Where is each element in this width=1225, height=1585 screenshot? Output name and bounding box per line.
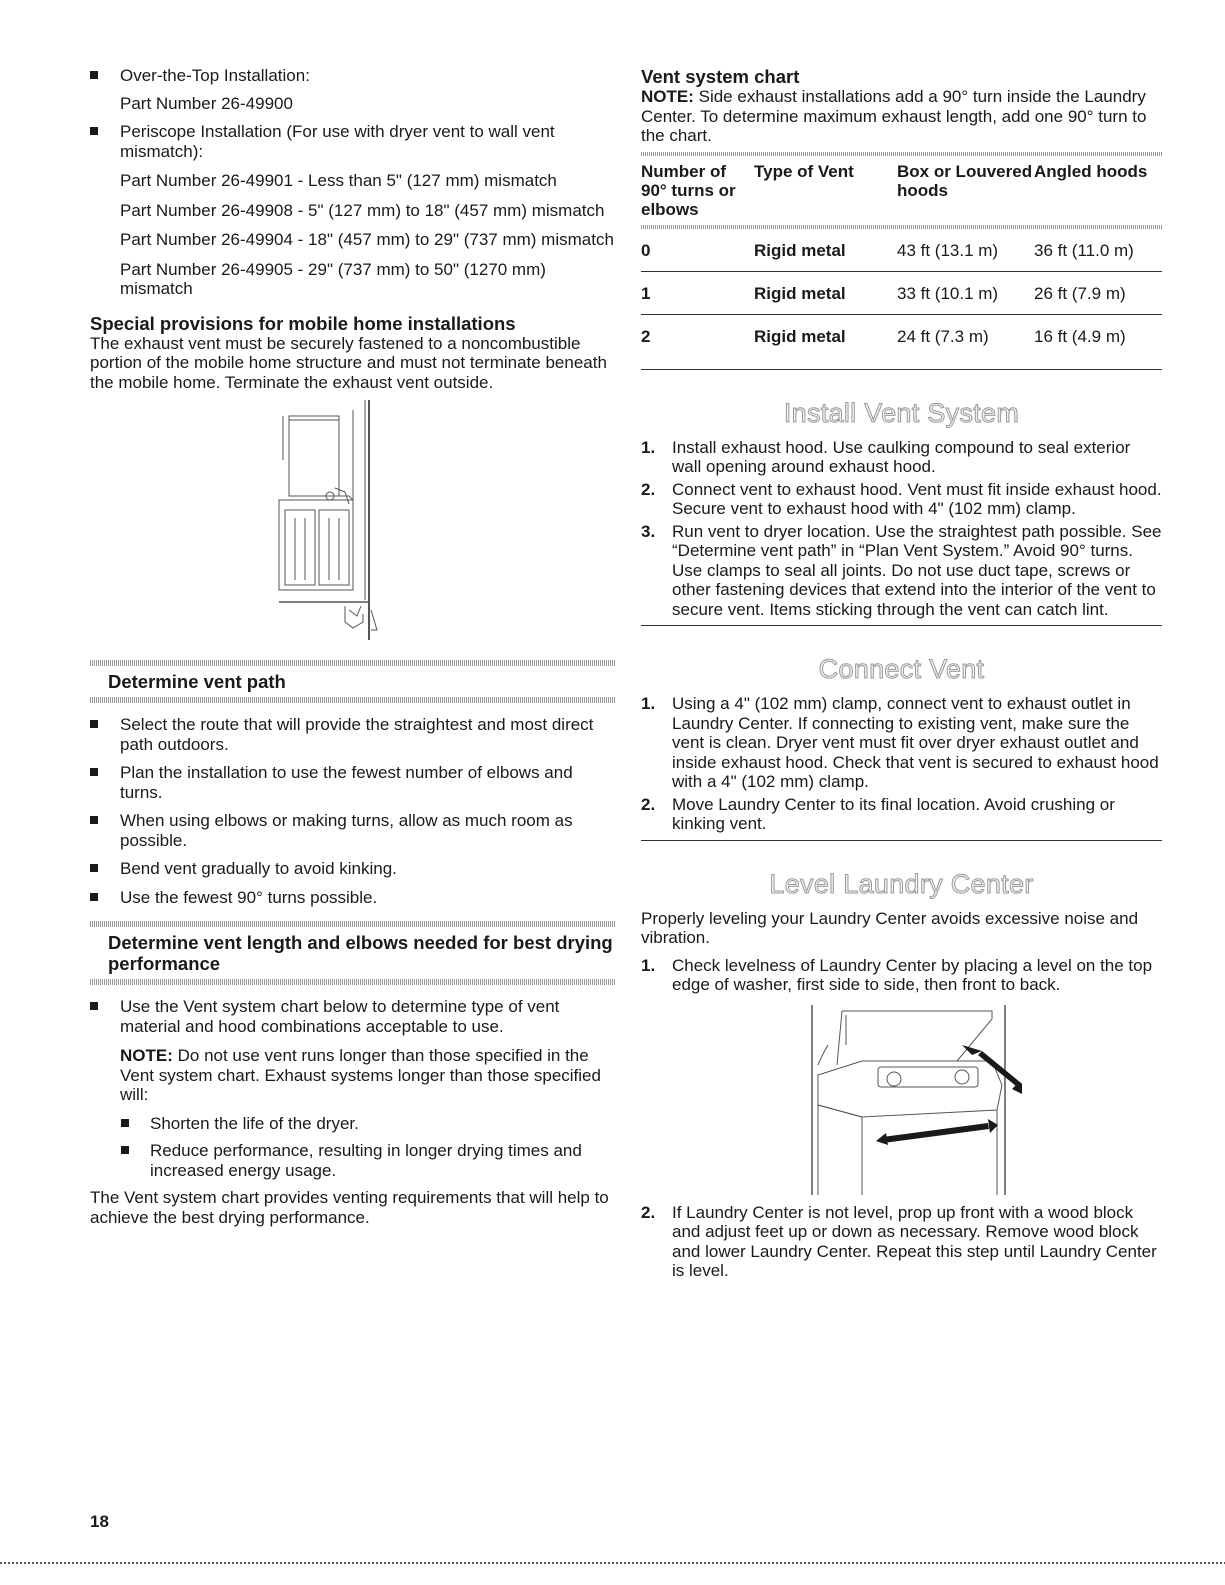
- bottom-divider: [0, 1562, 1225, 1564]
- list-item: [90, 811, 615, 850]
- list-item-text: Select the route that will provide the straightest and most direct path outdoors.: [120, 715, 594, 754]
- closing-paragraph: The Vent system chart provides venting requirements that will help to achieve the best drying performance.: [90, 1188, 609, 1227]
- install-vent-title: Install Vent System: [783, 397, 1020, 428]
- step-text: Install exhaust hood. Use caulking compound to seal exterior wall opening around exhaust hood.: [672, 437, 1131, 476]
- note-text: Side exhaust installations add a 90° turn inside the Laundry Center. To determine maximum exhaust length, add one 90° turn to the chart.: [641, 87, 1147, 145]
- note-label: NOTE:: [120, 1046, 173, 1065]
- bullet-item: [90, 122, 615, 299]
- list-item: 3. Run vent to dryer location. Use the straightest path possible. See “Determine vent path” in “Plan Vent System.” Avoid 90° turns. Use clamps to seal all joints. Do not use duct tape, screws or other fastening devices that extend into the interior of the vent to secure vent. Items sticking through the vent can catch lint.: [641, 521, 1162, 619]
- bullet-square-icon: [90, 71, 98, 79]
- connect-steps: [641, 694, 1162, 834]
- vent-length-heading: Determine vent length and elbows needed for best drying performance: [108, 932, 613, 974]
- bullet-text: Over-the-Top Installation:: [120, 66, 310, 85]
- table-cell: 1: [641, 283, 651, 303]
- table-cell: 26 ft (7.9 m): [1034, 283, 1126, 303]
- bullet-square-icon: [121, 1119, 129, 1127]
- table-cell: 0: [641, 240, 651, 260]
- table-cell: 2: [641, 326, 651, 346]
- table-cell: 24 ft (7.3 m): [897, 326, 989, 346]
- vent-system-table: [641, 162, 1162, 357]
- list-item-text: Reduce performance, resulting in longer drying times and increased energy usage.: [150, 1141, 582, 1180]
- table-cell: 16 ft (4.9 m): [1034, 326, 1126, 346]
- bullet-square-icon: [90, 1002, 98, 1010]
- part-number: Part Number 26-49905 - 29" (737 mm) to 50" (1270 mm) mismatch: [120, 259, 546, 298]
- bullet-square-icon: [90, 720, 98, 728]
- list-item-text: Use the fewest 90° turns possible.: [120, 887, 378, 907]
- mobile-home-heading: Special provisions for mobile home installations: [90, 312, 516, 334]
- bullet-square-icon: [90, 768, 98, 776]
- level-laundry-title: Level Laundry Center: [769, 868, 1034, 899]
- list-item-text: Plan the installation to use the fewest number of elbows and turns.: [120, 763, 573, 802]
- divider: [641, 152, 1162, 156]
- bullet-square-icon: [90, 893, 98, 901]
- list-item: 2. Move Laundry Center to its final location. Avoid crushing or kinking vent.: [641, 794, 1115, 833]
- table-row: [641, 271, 1162, 314]
- step-text: Check levelness of Laundry Center by placing a level on the top edge of washer, first side to side, then front to back.: [672, 955, 1153, 994]
- note-text: Do not use vent runs longer than those specified in the Vent system chart. Exhaust systems longer than those specified will:: [120, 1046, 601, 1104]
- level-washer-illustration: [782, 1005, 1022, 1195]
- table-header-row: [641, 162, 1162, 225]
- level-steps: [641, 956, 1162, 995]
- table-cell: Rigid metal: [754, 326, 846, 346]
- divider: [641, 625, 1162, 626]
- part-number: Part Number 26-49904 - 18" (457 mm) to 29" (737 mm) mismatch: [120, 230, 614, 249]
- bullet-square-icon: [121, 1146, 129, 1154]
- note: [120, 1046, 615, 1105]
- divider: [90, 979, 615, 985]
- list-item-text: When using elbows or making turns, allow as much room as possible.: [120, 811, 573, 850]
- list-item: 1. Install exhaust hood. Use caulking compound to seal exterior wall opening around exhaust hood.: [641, 437, 1131, 476]
- list-item: 1. Check levelness of Laundry Center by placing a level on the top edge of washer, first side to side, then front to back.: [641, 955, 1153, 994]
- list-item: [90, 888, 615, 908]
- table-cell: 33 ft (10.1 m): [897, 283, 999, 303]
- vent-chart-heading: Vent system chart: [641, 66, 800, 87]
- table-cell: 43 ft (13.1 m): [897, 240, 999, 260]
- connect-vent-title: Connect Vent: [818, 654, 985, 684]
- list-item: 2. If Laundry Center is not level, prop up front with a wood block and adjust feet up or down as necessary. Remove wood block and lower Laundry Center. Repeat this step until Laundry Center is level.: [641, 1202, 1157, 1280]
- vent-path-heading: Determine vent path: [108, 671, 286, 692]
- bullet-square-icon: [90, 127, 98, 135]
- left-column: [90, 66, 615, 1235]
- table-cell: 36 ft (11.0 m): [1034, 240, 1134, 260]
- step-text: Connect vent to exhaust hood. Vent must fit inside exhaust hood. Secure vent to exhaust hood with 4" (102 mm) clamp.: [672, 479, 1162, 518]
- list-item: [90, 997, 615, 1105]
- table-header: Number of 90° turns or elbows: [641, 161, 736, 219]
- list-item-text: Bend vent gradually to avoid kinking.: [120, 859, 397, 878]
- bullet-square-icon: [90, 864, 98, 872]
- bullet-text: Periscope Installation (For use with dryer vent to wall vent mismatch):: [120, 122, 555, 161]
- step-text: Using a 4" (102 mm) clamp, connect vent to exhaust outlet in Laundry Center. If connecting to existing vent, make sure the vent is clean. Dryer vent must fit over dryer exhaust outlet and inside exhaust hood. Check that vent is secured to exhaust hood with a 4" (102 mm) clamp.: [672, 694, 1159, 791]
- table-header: Type of Vent: [754, 161, 854, 181]
- part-number: Part Number 26-49901 - Less than 5" (127 mm) mismatch: [120, 171, 557, 190]
- list-item: [90, 1114, 615, 1134]
- table-cell: Rigid metal: [754, 283, 846, 303]
- table-row: [641, 229, 1162, 272]
- list-item: [90, 763, 615, 802]
- list-item-text: Use the Vent system chart below to determine type of vent material and hood combinations acceptable to use.: [120, 997, 560, 1036]
- divider: [90, 697, 615, 703]
- mobile-home-vent-illustration: [253, 400, 453, 650]
- step-text: If Laundry Center is not level, prop up front with a wood block and adjust feet up or down as necessary. Remove wood block and lower Laundry Center. Repeat this step until Laundry Center is level.: [672, 1202, 1157, 1280]
- bullet-square-icon: [90, 816, 98, 824]
- note-label: NOTE:: [641, 87, 694, 106]
- list-item: 2. Connect vent to exhaust hood. Vent must fit inside exhaust hood. Secure vent to exhaust hood with 4" (102 mm) clamp.: [641, 479, 1162, 518]
- step-text: Run vent to dryer location. Use the straightest path possible. See “Determine vent path” in “Plan Vent System.” Avoid 90° turns. Use clamps to seal all joints. Do not use duct tape, screws or other fastening devices that extend into the interior of the vent to secure vent. Items sticking through the vent can catch lint.: [672, 521, 1162, 619]
- divider: [90, 921, 615, 927]
- list-item-text: Shorten the life of the dryer.: [150, 1113, 359, 1133]
- table-cell: Rigid metal: [754, 240, 846, 260]
- part-number: Part Number 26-49900: [120, 93, 293, 113]
- list-item: 1. Using a 4" (102 mm) clamp, connect vent to exhaust outlet in Laundry Center. If connecting to existing vent, make sure the vent is clean. Dryer vent must fit over dryer exhaust outlet and inside exhaust hood. Check that vent is secured to exhaust hood with a 4" (102 mm) clamp.: [641, 694, 1159, 791]
- divider: [641, 840, 1162, 841]
- chart-note: [641, 87, 1162, 146]
- install-steps: [641, 438, 1162, 620]
- mobile-home-text: The exhaust vent must be securely fastened to a noncombustible portion of the mobile home structure and must not terminate beneath the mobile home. Terminate the exhaust vent outside.: [90, 333, 607, 392]
- table-header: Box or Louvered hoods: [897, 161, 1033, 200]
- list-item: [90, 715, 615, 754]
- part-number: Part Number 26-49908 - 5" (127 mm) to 18" (457 mm) mismatch: [120, 200, 605, 220]
- level-intro: Properly leveling your Laundry Center avoids excessive noise and vibration.: [641, 908, 1139, 947]
- step-text: Move Laundry Center to its final location. Avoid crushing or kinking vent.: [672, 794, 1115, 833]
- table-header: Angled hoods: [1034, 161, 1148, 181]
- list-item: [90, 1141, 615, 1180]
- divider: [90, 660, 615, 666]
- right-column: [641, 66, 1162, 1284]
- page-number: 18: [90, 1512, 109, 1531]
- list-item: [90, 859, 615, 879]
- bullet-item: [90, 66, 615, 113]
- table-row: [641, 314, 1162, 357]
- divider: [641, 369, 1162, 370]
- level-steps: [641, 1203, 1162, 1281]
